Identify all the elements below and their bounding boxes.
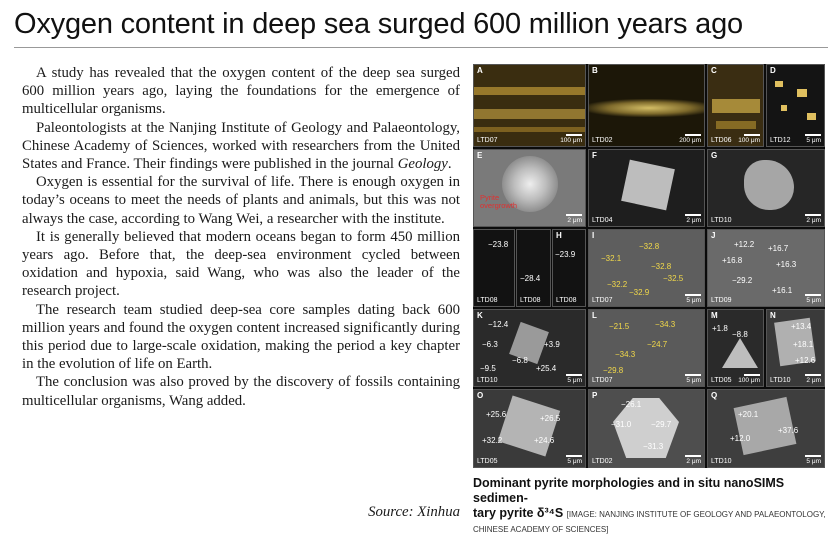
scale-bar: 2 μm	[805, 214, 821, 224]
d34s-value: +1.8	[712, 324, 728, 333]
annotation-line: Pyrite	[480, 193, 500, 202]
d34s-value: −32.8	[651, 262, 672, 271]
d34s-value: +12.2	[734, 240, 755, 249]
d34s-value: +26.5	[540, 414, 561, 423]
article-paragraph: The conclusion was also proved by the discovery of fossils containing multicellular organisms, Wang added.	[22, 374, 460, 409]
d34s-value: +16.7	[768, 244, 789, 253]
headline-rule	[14, 47, 828, 48]
d34s-value: +16.8	[722, 256, 743, 265]
d34s-value: +12.0	[730, 434, 751, 443]
d34s-value: −23.9	[555, 250, 576, 259]
sample-id: LTD04	[592, 217, 613, 224]
paragraph-text: .	[447, 156, 452, 173]
sample-id: LTD06	[711, 137, 732, 144]
d34s-value: −32.9	[629, 288, 650, 297]
d34s-value: −32.8	[639, 242, 660, 251]
figure-panel-c	[707, 64, 764, 147]
article-paragraph: Oxygen is essential for the survival of life. There is enough oxygen in today’s oceans to meet the needs of plants and animals, but this was not always the case, according to Wang Wei, a researcher with the institute.	[22, 174, 460, 227]
panel-letter: O	[477, 391, 484, 400]
figure-panel-h-left	[473, 229, 515, 307]
panel-letter: M	[711, 311, 718, 320]
sample-id: LTD09	[711, 297, 732, 304]
source-credit: Source: Xinhua	[368, 504, 460, 520]
panel-letter: F	[592, 151, 597, 160]
caption-line: Dominant pyrite morphologies and in situ nanoSIMS sedimen-	[473, 476, 785, 505]
d34s-value: +24.6	[534, 436, 555, 445]
figure-panel-d	[766, 64, 825, 147]
article-paragraph: A study has revealed that the oxygen content of the deep sea surged 600 million years ago, laying the foundations for the emergence of multicellular organisms.	[22, 65, 460, 118]
figure-panel-m	[707, 309, 764, 387]
panel-letter: B	[592, 66, 598, 75]
panel-letter: L	[592, 311, 597, 320]
sample-id: LTD10	[477, 377, 498, 384]
d34s-value: +32.2	[482, 436, 503, 445]
caption-line	[473, 506, 833, 522]
panel-letter: J	[711, 231, 716, 240]
sample-id: LTD07	[592, 377, 613, 384]
sample-id: LTD02	[592, 137, 613, 144]
figure-panel-i	[588, 229, 705, 307]
sample-id: LTD10	[770, 377, 791, 384]
d34s-value: −6.8	[512, 356, 528, 365]
d34s-value: −8.8	[732, 330, 748, 339]
annotation-line: overgrowth	[480, 201, 518, 210]
figure-panel-p	[588, 389, 705, 468]
d34s-value: −29.2	[732, 276, 753, 285]
d34s-value: +37.6	[778, 426, 799, 435]
d34s-value: +18.1	[793, 340, 814, 349]
sample-id: LTD05	[477, 458, 498, 465]
scale-bar: 5 μm	[805, 294, 821, 304]
d34s-value: −6.3	[482, 340, 498, 349]
caption-text: tary pyrite δ³⁴S	[473, 506, 564, 520]
d34s-value: +25.6	[486, 410, 507, 419]
paragraph-text: Paleontologists at the Nanjing Institute of Geology and Palaeontology, Chinese Academy of Sciences, worked with researchers from the United States and France. Their findings were published in the journal	[22, 119, 460, 173]
scale-bar: 2 μm	[685, 455, 701, 465]
pyrite-overgrowth-annotation	[480, 194, 517, 210]
sample-id: LTD08	[520, 297, 541, 304]
d34s-value: −23.8	[488, 240, 509, 249]
d34s-value: −34.3	[615, 350, 636, 359]
figure-panel-f	[588, 149, 705, 227]
panel-letter: A	[477, 66, 483, 75]
scale-bar: 2 μm	[805, 374, 821, 384]
d34s-value: −34.3	[655, 320, 676, 329]
d34s-value: −32.2	[607, 280, 628, 289]
d34s-value: −21.5	[609, 322, 630, 331]
d34s-value: +12.6	[795, 356, 816, 365]
panel-letter: P	[592, 391, 598, 400]
sample-id: LTD05	[711, 377, 732, 384]
image-credit: [IMAGE: NANJING INSTITUTE OF GEOLOGY AND PALAEONTOLOGY,	[566, 510, 826, 519]
pyrite-figure	[473, 64, 825, 468]
d34s-value: −9.5	[480, 364, 496, 373]
sample-id: LTD10	[711, 458, 732, 465]
figure-panel-j	[707, 229, 825, 307]
figure-panel-n	[766, 309, 825, 387]
d34s-value: −26.1	[621, 400, 642, 409]
scale-bar: 5 μm	[685, 374, 701, 384]
sample-id: LTD12	[770, 137, 791, 144]
d34s-value: −28.4	[520, 274, 541, 283]
scale-bar: 100 μm	[560, 134, 582, 144]
d34s-value: +16.3	[776, 260, 797, 269]
scale-bar: 5 μm	[805, 134, 821, 144]
figure-panel-h	[552, 229, 586, 307]
sample-id: LTD08	[477, 297, 498, 304]
panel-letter: Q	[711, 391, 718, 400]
panel-letter: E	[477, 151, 483, 160]
article-body	[22, 64, 460, 410]
panel-letter: C	[711, 66, 717, 75]
image-credit: CHINESE ACADEMY OF SCIENCES]	[473, 525, 609, 534]
scale-bar: 100 μm	[738, 134, 760, 144]
d34s-value: −29.8	[603, 366, 624, 375]
article-paragraph	[22, 119, 460, 174]
sample-id: LTD07	[592, 297, 613, 304]
figure-panel-k	[473, 309, 586, 387]
figure-panel-e	[473, 149, 586, 227]
d34s-value: −32.5	[663, 274, 684, 283]
figure-panel-a	[473, 64, 586, 147]
sample-id: LTD10	[711, 217, 732, 224]
d34s-value: +16.1	[772, 286, 793, 295]
journal-name: Geology	[397, 156, 448, 173]
scale-bar: 100 μm	[738, 374, 760, 384]
figure-panel-o	[473, 389, 586, 468]
figure-panel-g	[707, 149, 825, 227]
d34s-value: +13.4	[791, 322, 812, 331]
panel-letter: G	[711, 151, 718, 160]
d34s-value: −31.3	[643, 442, 664, 451]
scale-bar: 5 μm	[566, 374, 582, 384]
figure-panel-b	[588, 64, 705, 147]
article-paragraph: It is generally believed that modern oceans began to form 450 million years ago. Before that, the deep-sea environment cycled between oxidation and hypoxia, said Wang, who was also the leader of the research project.	[22, 228, 460, 300]
scale-bar: 5 μm	[805, 455, 821, 465]
d34s-value: −31.0	[611, 420, 632, 429]
sample-id: LTD08	[556, 297, 577, 304]
scale-bar: 5 μm	[685, 294, 701, 304]
figure-panel-q	[707, 389, 825, 468]
d34s-value: +3.9	[544, 340, 560, 349]
d34s-value: −29.7	[651, 420, 672, 429]
figure-caption	[473, 476, 833, 537]
d34s-value: +20.1	[738, 410, 759, 419]
headline: Oxygen content in deep sea surged 600 million years ago	[14, 8, 743, 40]
panel-letter: N	[770, 311, 776, 320]
figure-panel-h-middle	[516, 229, 551, 307]
d34s-value: −32.1	[601, 254, 622, 263]
scale-bar: 200 μm	[679, 134, 701, 144]
scale-bar: 5 μm	[566, 455, 582, 465]
scale-bar: 2 μm	[685, 214, 701, 224]
d34s-value: −12.4	[488, 320, 509, 329]
article-paragraph: The research team studied deep-sea core samples dating back 600 million years and found the oxygen content increased significantly during this period due to large-scale oxidation, making the period a key chapter in the evolution of life on Earth.	[22, 301, 460, 373]
d34s-value: −24.7	[647, 340, 668, 349]
panel-letter: D	[770, 66, 776, 75]
panel-letter: K	[477, 311, 483, 320]
panel-letter: H	[556, 231, 562, 240]
sample-id: LTD02	[592, 458, 613, 465]
d34s-value: +25.4	[536, 364, 557, 373]
figure-panel-l	[588, 309, 705, 387]
sample-id: LTD07	[477, 137, 498, 144]
scale-bar: 2 μm	[566, 214, 582, 224]
panel-letter: I	[592, 231, 595, 240]
